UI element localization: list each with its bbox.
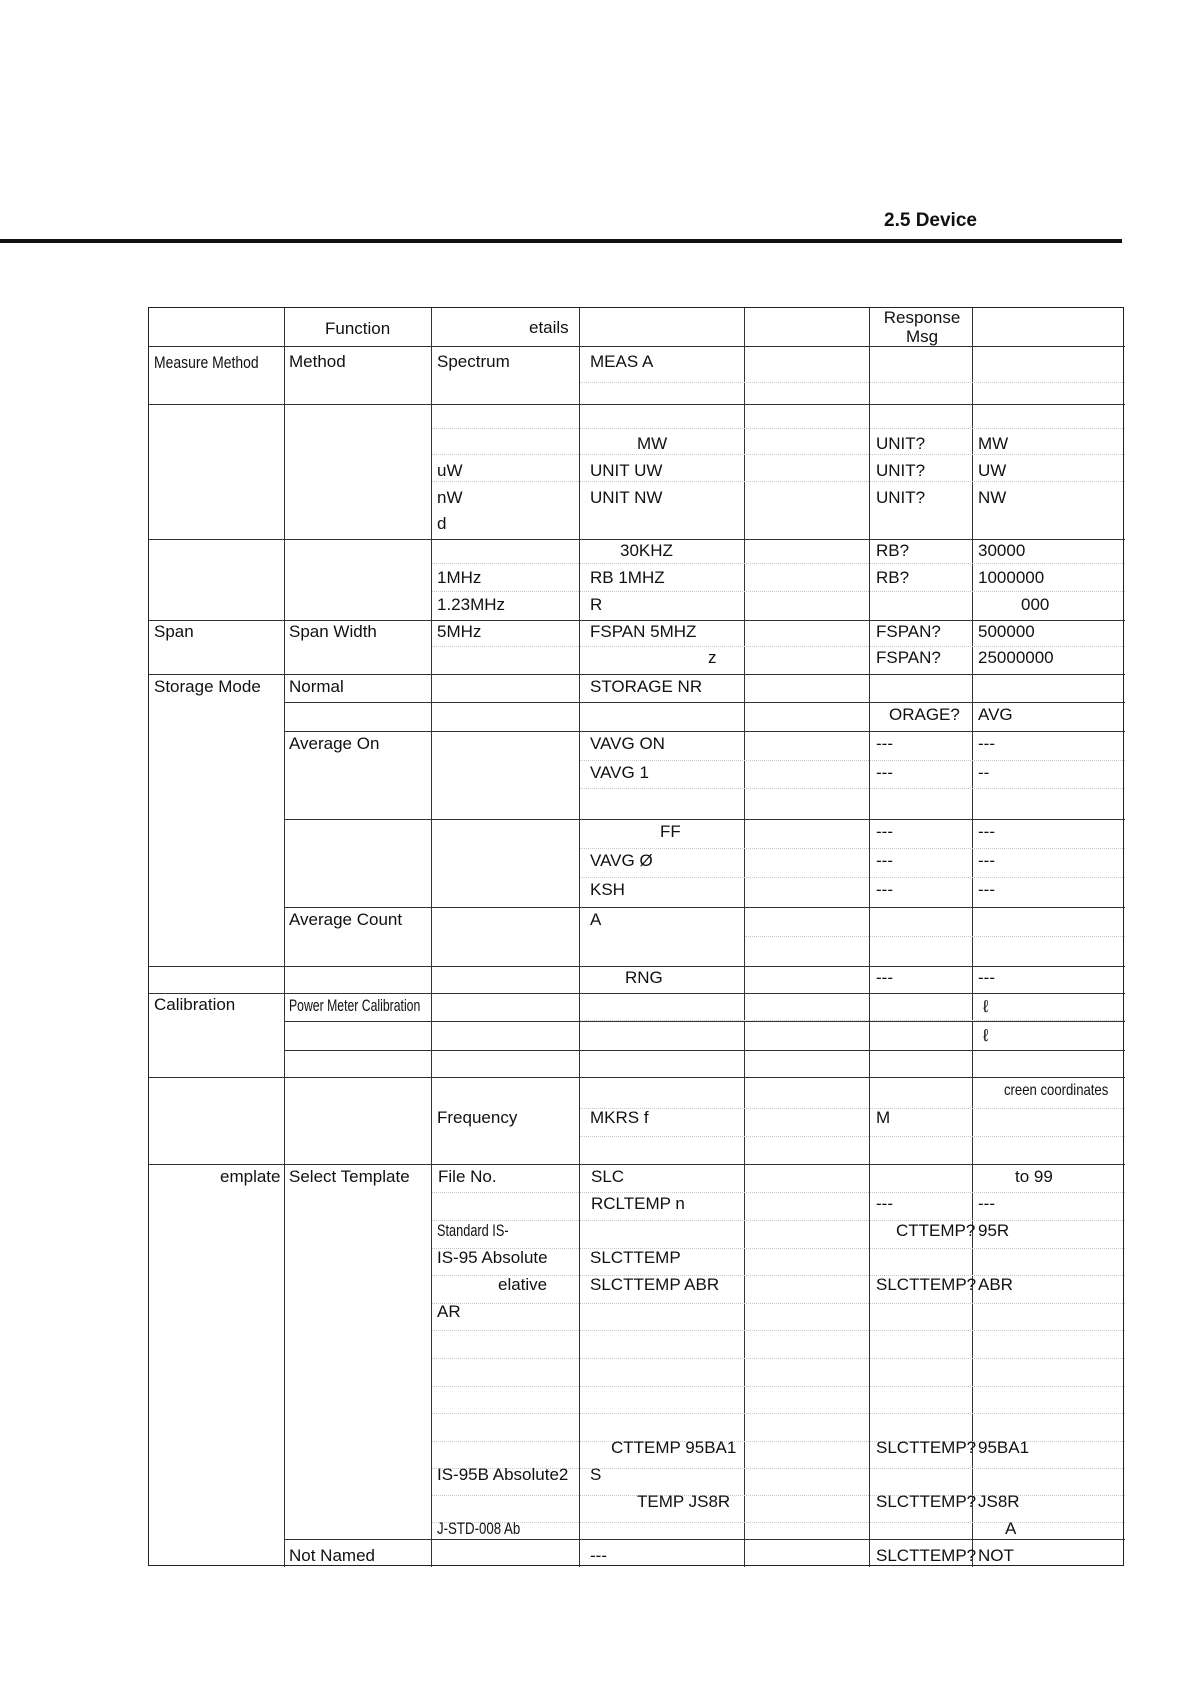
- row-line: [149, 1077, 1125, 1078]
- cell-jstd-008: J-STD-008 Ab: [437, 1519, 521, 1538]
- cell-unit-nw: nW: [437, 488, 463, 507]
- section-header: 2.5 Device: [884, 210, 977, 231]
- dotted-guide: [580, 788, 1125, 789]
- dotted-guide: [432, 1358, 1125, 1359]
- cell-rb-1mhz: 1MHz: [437, 568, 482, 587]
- cell-span-z: z: [708, 648, 717, 667]
- cell-spectrum: Spectrum: [437, 352, 510, 371]
- cell-unit-uw-cmd: UNIT UW: [590, 461, 663, 480]
- row-line: [149, 993, 1125, 994]
- dotted-guide: [432, 428, 1125, 429]
- cell-js8r-q: SLCTTEMP?: [876, 1492, 977, 1511]
- command-table: [148, 307, 1124, 1566]
- cell-ksh-r: ---: [978, 880, 995, 899]
- dotted-guide: [580, 760, 1125, 761]
- dotted-guide: [432, 1303, 1125, 1304]
- cell-a: A: [1005, 1519, 1017, 1538]
- cell-vavg-0-q: ---: [876, 851, 893, 870]
- cell-template: emplate: [220, 1167, 281, 1186]
- cell-rb-q2: RB?: [876, 568, 910, 587]
- cell-span-q2: FSPAN?: [876, 648, 941, 667]
- dotted-guide: [580, 1020, 1125, 1021]
- header-details: etails: [529, 318, 569, 337]
- cell-95r: 95R: [978, 1221, 1010, 1240]
- cell-avg-count-a: A: [590, 910, 602, 929]
- row-line: [149, 1164, 1125, 1165]
- cell-screen-coordinates: creen coordinates: [1004, 1082, 1109, 1099]
- cell-temp-js8r: TEMP JS8R: [637, 1492, 731, 1511]
- row-line: [149, 404, 1125, 405]
- cell-standard-is: Standard IS-: [437, 1221, 509, 1240]
- dotted-guide: [432, 1330, 1125, 1331]
- cell-slc: SLC: [591, 1167, 625, 1186]
- cell-storage-query: ORAGE?: [889, 705, 960, 724]
- cell-vavg-0-r: ---: [978, 851, 995, 870]
- dotted-guide: [580, 848, 1125, 849]
- cell-average-count: Average Count: [289, 910, 403, 929]
- cell-slcttemp-abr-q: SLCTTEMP?: [876, 1275, 977, 1294]
- row-line: [149, 966, 1125, 967]
- cell-not-named-q: SLCTTEMP?: [876, 1546, 977, 1565]
- cell-rng: RNG: [625, 968, 663, 987]
- cell-span-r2: 25000000: [978, 648, 1054, 667]
- cell-file-no: File No.: [438, 1167, 497, 1186]
- col-line: [431, 308, 432, 1567]
- header-rule: [0, 239, 1122, 243]
- row-line: [284, 819, 1125, 820]
- cell-vavg-1-r: --: [978, 763, 990, 782]
- cell-span-5mhz: 5MHz: [437, 622, 482, 641]
- cell-not-named: Not Named: [289, 1546, 375, 1565]
- cell-meas-a: MEAS A: [590, 352, 654, 371]
- cell-average-on: Average On: [289, 734, 380, 753]
- cell-range: to 99: [1015, 1167, 1053, 1186]
- cell-slcttemp: SLCTTEMP: [590, 1248, 681, 1267]
- cell-unit-nw-cmd: UNIT NW: [590, 488, 663, 507]
- cell-95ba1: 95BA1: [978, 1438, 1030, 1457]
- row-line: [149, 346, 1125, 347]
- row-line: [284, 907, 1125, 908]
- row-line: [149, 620, 1125, 621]
- cell-rb-r1: 30000: [978, 541, 1026, 560]
- cell-rb-r: R: [590, 595, 603, 614]
- dotted-guide: [432, 591, 1125, 592]
- cell-storage-mode: Storage Mode: [154, 677, 261, 696]
- cell-span-cmd: FSPAN 5MHZ: [590, 622, 697, 641]
- cell-cal-sym2: ℓ: [983, 1026, 989, 1045]
- col-line: [744, 308, 745, 1567]
- cell-js8r: JS8R: [978, 1492, 1020, 1511]
- cell-unit-mw: MW: [637, 434, 668, 453]
- cell-vavg-1-q: ---: [876, 763, 893, 782]
- cell-unit-q2: UNIT?: [876, 461, 926, 480]
- row-line: [149, 539, 1125, 540]
- dotted-guide: [432, 481, 1125, 482]
- dotted-guide: [580, 1136, 1125, 1137]
- cell-cttemp-95ba1: CTTEMP 95BA1: [611, 1438, 737, 1457]
- cell-span: Span: [154, 622, 194, 641]
- cell-unit-q3: UNIT?: [876, 488, 926, 507]
- row-line: [284, 731, 1125, 732]
- cell-method: Method: [289, 352, 346, 371]
- cell-rb-30k: 30KHZ: [620, 541, 673, 560]
- dotted-guide: [580, 382, 1125, 383]
- header-function: Function: [325, 319, 391, 338]
- cell-unit-r1: MW: [978, 434, 1009, 453]
- cell-calibration: Calibration: [154, 995, 236, 1014]
- col-line: [869, 308, 870, 1567]
- cell-mkrs: MKRS f: [590, 1108, 649, 1127]
- cell-cal-sym1: ℓ: [983, 997, 989, 1016]
- cell-span-width: Span Width: [289, 622, 377, 641]
- header-response-msg: Msg: [905, 327, 939, 346]
- cell-vavg-on-r: ---: [978, 734, 995, 753]
- cell-storage-normal: Normal: [289, 677, 344, 696]
- dotted-guide: [432, 646, 1125, 647]
- cell-storage-avg: AVG: [978, 705, 1013, 724]
- dotted-guide: [432, 1495, 1125, 1496]
- cell-s: S: [590, 1465, 602, 1484]
- cell-vavg-on-q: ---: [876, 734, 893, 753]
- cell-avg-ff: FF: [660, 822, 681, 841]
- cell-select-template: Select Template: [289, 1167, 410, 1186]
- cell-cttemp-q: CTTEMP?: [896, 1221, 976, 1240]
- cell-not-named-r: NOT: [978, 1546, 1014, 1565]
- dotted-guide: [432, 454, 1125, 455]
- cell-ksh: KSH: [590, 880, 625, 899]
- cell-span-q1: FSPAN?: [876, 622, 941, 641]
- cell-slcttemp-abr: SLCTTEMP ABR: [590, 1275, 720, 1294]
- cell-rcltemp: RCLTEMP n: [591, 1194, 685, 1213]
- cell-span-r1: 500000: [978, 622, 1035, 641]
- cell-unit-q1: UNIT?: [876, 434, 926, 453]
- row-line: [284, 1021, 1125, 1022]
- cell-mkrs-m: M: [876, 1108, 891, 1127]
- col-line: [972, 308, 973, 1567]
- dotted-guide: [432, 1220, 1125, 1221]
- cell-rb-1mhz-cmd: RB 1MHZ: [590, 568, 665, 587]
- cell-avg-ff-q: ---: [876, 822, 893, 841]
- cell-rb-q1: RB?: [876, 541, 910, 560]
- cell-ksh-q: ---: [876, 880, 893, 899]
- cell-rcltemp-q: ---: [876, 1194, 893, 1213]
- dotted-guide: [432, 1522, 1125, 1523]
- dotted-guide: [580, 1108, 1125, 1109]
- cell-rb-r2: 1000000: [978, 568, 1045, 587]
- cell-unit-r3: NW: [978, 488, 1007, 507]
- row-line: [284, 1050, 1125, 1051]
- row-line: [284, 702, 1125, 703]
- dotted-guide: [432, 1192, 1125, 1193]
- cell-avg-ff-r: ---: [978, 822, 995, 841]
- cell-abr: ABR: [978, 1275, 1013, 1294]
- header-response: Response: [883, 308, 961, 327]
- cell-frequency: Frequency: [437, 1108, 518, 1127]
- cell-power-meter-cal: Power Meter Calibration: [289, 996, 421, 1015]
- cell-measure-method: Measure Method: [154, 353, 259, 372]
- cell-rcltemp-r: ---: [978, 1194, 995, 1213]
- cell-vavg-1: VAVG 1: [590, 763, 649, 782]
- cell-unit-uw: uW: [437, 461, 463, 480]
- dotted-guide: [745, 936, 1125, 937]
- cell-relative: elative: [498, 1275, 548, 1294]
- cell-storage-nr: STORAGE NR: [590, 677, 703, 696]
- dotted-guide: [432, 1386, 1125, 1387]
- cell-rng-r: ---: [978, 968, 995, 987]
- row-line: [284, 1539, 1125, 1540]
- cell-unit-r2: UW: [978, 461, 1007, 480]
- cell-is95b-absolute2: IS-95B Absolute2: [437, 1465, 569, 1484]
- dotted-guide: [432, 563, 1125, 564]
- dotted-guide: [580, 877, 1125, 878]
- cell-rb-r3: 000: [1021, 595, 1050, 614]
- cell-ar: AR: [437, 1302, 461, 1321]
- cell-rng-q: ---: [876, 968, 893, 987]
- dotted-guide: [432, 1413, 1125, 1414]
- cell-unit-d: d: [437, 514, 447, 533]
- cell-rb-123: 1.23MHz: [437, 595, 506, 614]
- cell-is95-absolute: IS-95 Absolute: [437, 1248, 548, 1267]
- col-line: [579, 308, 580, 1567]
- cell-vavg-0: VAVG Ø: [590, 851, 653, 870]
- cell-95ba1-q: SLCTTEMP?: [876, 1438, 977, 1457]
- col-line: [284, 308, 285, 1567]
- cell-vavg-on: VAVG ON: [590, 734, 665, 753]
- cell-not-named-cmd: ---: [590, 1546, 607, 1565]
- row-line: [149, 674, 1125, 675]
